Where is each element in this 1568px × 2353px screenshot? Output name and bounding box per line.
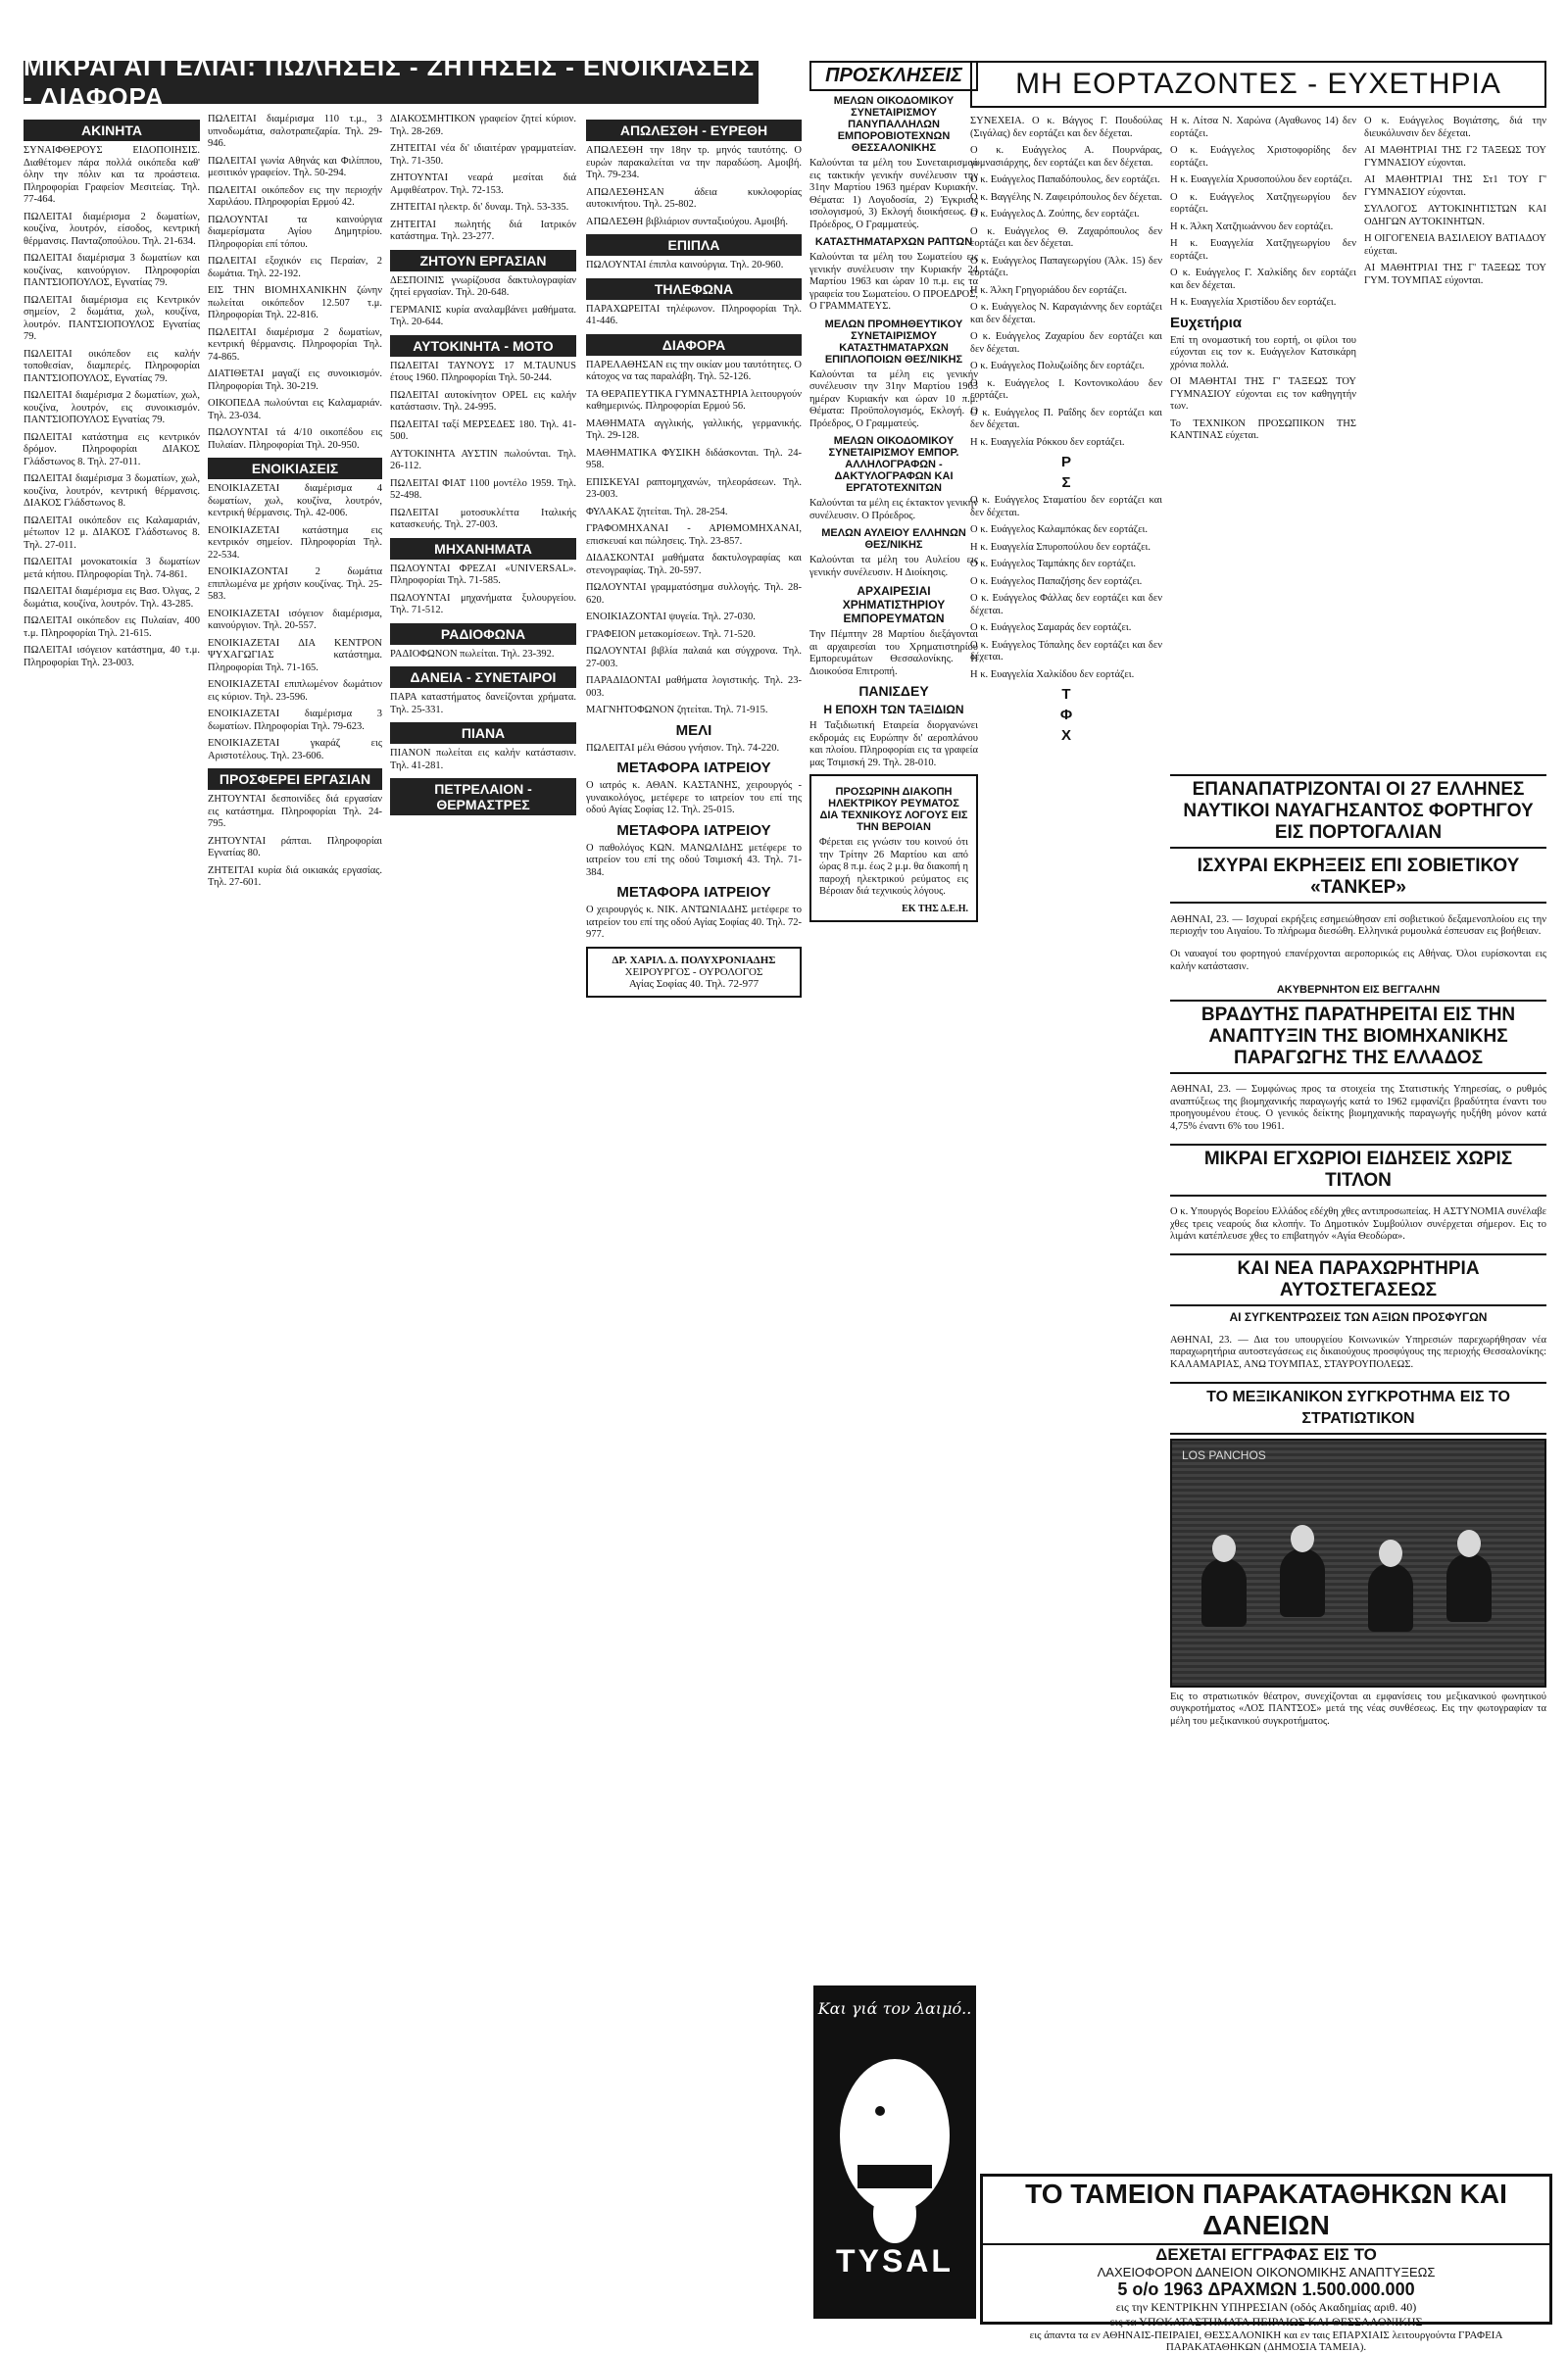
ad-list bbox=[390, 275, 576, 329]
elections-body: Την Πέμπτην 28 Μαρτίου διεξάγονται αι αρχαιρεσίαι του Χρηματιστηρίου Εμπορευμάτων Θεσσαλονίκης. Η Διοικούσα Επιτροπή. bbox=[809, 629, 978, 677]
column-misc bbox=[586, 114, 802, 2319]
section-tag-real-estate: ΑΚΙΝΗΤΑ bbox=[24, 120, 200, 141]
list-item: Η κ. Ευαγγελία Ρόκκου δεν εορτάζει. bbox=[970, 436, 1125, 448]
mexican-group-headline: ΤΟ ΜΕΞΙΚΑΝΙΚΟΝ ΣΥΓΚΡΟΤΗΜΑ ΕΙΣ ΤΟ ΣΤΡΑΤΙΩΤΙΚΟΝ bbox=[1170, 1382, 1546, 1435]
invitation-body: Καλούνται τα μέλη εις γενικήν συνέλευσιν την 31ην Μαρτίου 1963 ημέραν Κυριακήν και ώραν 10 π.μ. Θέματα: Προϋπολογισμός, Εκλογή. Ο Πρόεδρος, Ο Γραμματεύς. bbox=[809, 368, 978, 429]
list-item: ΠΩΛΕΙΤΑΙ μονοκατοικία 3 δωματίων μετά κήπου. Πληροφορίαι Τηλ. 74-861. bbox=[24, 557, 200, 580]
section-tag-machinery: ΜΗΧΑΝΗΜΑΤΑ bbox=[390, 538, 576, 560]
greetings-title bbox=[970, 61, 1546, 108]
list-item: ΜΑΘΗΜΑΤΑ αγγλικής, γαλλικής, γερμανικής. Τηλ. 29-128. bbox=[586, 417, 802, 441]
tysal-slogan: Και γιά τον λαιμό.. bbox=[817, 1999, 972, 2018]
performer-figure bbox=[1368, 1563, 1413, 1632]
tysal-advertisement bbox=[813, 1985, 976, 2319]
list-item: ΠΩΛΕΙΤΑΙ διαμέρισμα 110 τ.μ., 3 υπνοδωμάτια, σαλοτραπεζαρία. Τηλ. 29-946. bbox=[208, 114, 382, 149]
list-item: ΓΕΡΜΑΝΙΣ κυρία αναλαμβάνει μαθήματα. Τηλ. 20-644. bbox=[390, 304, 576, 327]
invitation-body: Καλούνται τα μέλη του Σωματείου εις γενικήν συνέλευσιν την Κυριακήν 24 Μαρτίου 1963 και ώραν 10 π.μ. εις τα γραφεία του Σωματείου. Ο ΠΡΟΕΔΡΟΣ, Ο ΓΡΑΜΜΑΤΕΥΣ. bbox=[809, 252, 978, 312]
list-item: ΕΝΟΙΚΙΑΖΕΤΑΙ κατάστημα εις κεντρικόν σημείον. Πληροφορίαι Τηλ. 22-534. bbox=[208, 524, 382, 561]
letter-heading: Σ bbox=[1061, 474, 1071, 491]
list-item: Η κ. Ευαγγελία Χατζηγεωργίου δεν εορτάζει. bbox=[1170, 238, 1356, 262]
list-item: Ο κ. Ευάγγελος Ταμπάκης δεν εορτάζει. bbox=[970, 559, 1137, 569]
classifieds-banner bbox=[24, 52, 759, 112]
list-item: Ο κ. Ευάγγελος Φάλλας δεν εορτάζει και δεν δέχεται. bbox=[970, 593, 1162, 616]
list-item: ΠΩΛΕΙΤΑΙ οικόπεδον εις Καλαμαριάν, μέτωπον 12 μ. ΔΙΑΚΟΣ Γλάδστωνος 8. Τηλ. 27-011. bbox=[24, 515, 200, 551]
tameio-title: ΤΟ ΤΑΜΕΙΟΝ ΠΑΡΑΚΑΤΑΘΗΚΩΝ ΚΑΙ ΔΑΝΕΙΩΝ bbox=[983, 2177, 1549, 2245]
list-item: ΔΙΔΑΣΚΟΝΤΑΙ μαθήματα δακτυλογραφίας και στενογραφίας. Τηλ. 20-597. bbox=[586, 553, 802, 576]
ad-list bbox=[586, 145, 802, 228]
section-tag-furniture: ΕΠΙΠΛΑ bbox=[586, 234, 802, 256]
list-item: ΠΩΛΕΙΤΑΙ διαμέρισμα εις Βασ. Όλγας, 2 δωμάτια, κουζίνα, λουτρόν. Τηλ. 43-285. bbox=[24, 586, 200, 610]
list-item: Ο κ. Ευάγγελος Δ. Ζούπης, δεν εορτάζει. bbox=[970, 209, 1140, 220]
tysal-scarf-shape bbox=[858, 2165, 932, 2188]
column-invitations bbox=[809, 61, 978, 1972]
invitation-heading: ΚΑΤΑΣΤΗΜΑΤΑΡΧΩΝ ΡΑΠΤΩΝ bbox=[814, 236, 973, 248]
industry-article-body: ΑΘΗΝΑΙ, 23. — Συμφώνως προς τα στοιχεία της Στατιστικής Υπηρεσίας, ο ρυθμός αναπτύξεως της βιομηχανικής παραγωγής κατά το 1962 εμφανίζει βραδύτητα έναντι του προηγουμένου έτους. Ο γενικός δείκτης βιομηχανικής παραγωγής ηυξήθη μόνον κατά 4,75% έναντι 6% του 1961. bbox=[1170, 1084, 1546, 1132]
doctor-card-address: Αγίας Σοφίας 40. Τηλ. 72-977 bbox=[628, 977, 760, 990]
section-tag-cars: ΑΥΤΟΚΙΝΗΤΑ - ΜΟΤΟ bbox=[390, 335, 576, 357]
list-item: Ο κ. Ευάγγελος Σαμαράς δεν εορτάζει. bbox=[970, 622, 1132, 633]
ad-list bbox=[208, 114, 382, 280]
list-item: Η κ. Άλκη Χατζηιωάννου δεν εορτάζει. bbox=[1170, 221, 1334, 232]
performer-figure bbox=[1280, 1548, 1325, 1617]
invitation-heading: ΜΕΛΩΝ ΟΙΚΟΔΟΜΙΚΟΥ ΣΥΝΕΤΑΙΡΙΣΜΟΥ ΕΜΠΟΡ. ΑΛΛΗΛΟΓΡΑΦΩΝ - ΔΑΚΤΥΛΟΓΡΑΦΩΝ ΚΑΙ ΕΡΓΑΤΟΤΕΧΝΙΤΩΝ bbox=[828, 435, 959, 494]
sailors-headline: ΕΠΑΝΑΠΑΤΡΙΖΟΝΤΑΙ ΟΙ 27 ΕΛΛΗΝΕΣ ΝΑΥΤΙΚΟΙ ΝΑΥΑΓΗΣΑΝΤΟΣ ΦΟΡΤΗΓΟΥ ΕΙΣ ΠΟΡΤΟΓΑΛΙΑΝ bbox=[1170, 774, 1546, 849]
letter-heading: Χ bbox=[1060, 727, 1071, 744]
permits-subheadline: ΑΙ ΣΥΓΚΕΝΤΡΩΣΕΙΣ ΤΩΝ ΑΞΙΩΝ ΠΡΟΣΦΥΓΩΝ bbox=[1229, 1310, 1488, 1324]
list-item: ΠΩΛΕΙΤΑΙ διαμέρισμα 2 δωματίων, κουζίνα, λουτρόν, είσοδος, κεντρική θέρμανσις. Πανταζοπούλου. Τηλ. 21-634. bbox=[24, 211, 200, 247]
ad-list bbox=[390, 361, 576, 532]
ad-item: ΠΑΡΑΧΩΡΕΙΤΑΙ τηλέφωνον. Πληροφορίαι Τηλ. 41-446. bbox=[586, 303, 802, 326]
travel-subtitle: Η ΕΠΟΧΗ ΤΩΝ ΤΑΞΙΔΙΩΝ bbox=[823, 703, 964, 716]
list-item: ΜΑΘΗΜΑΤΙΚΑ ΦΥΣΙΚΗ διδάσκονται. Τηλ. 24-958. bbox=[586, 447, 802, 470]
list-item: ΠΩΛΕΙΤΑΙ οικόπεδον εις Πυλαίαν, 400 τ.μ. Πληροφορίαι Τηλ. 21-615. bbox=[24, 615, 200, 639]
list-item: Ο κ. Ευάγγελος Παπαγεωργίου (Άλκ. 15) δεν εορτάζει. bbox=[970, 255, 1162, 278]
list-item: ΠΩΛΕΙΤΑΙ κατάστημα εις κεντρικόν δρόμον. Πληροφορίαι ΔΙΑΚΟΣ Γλάδστωνος 8. Τηλ. 27-011. bbox=[24, 431, 200, 467]
section-tag-piano: ΠΙΑΝΑ bbox=[390, 722, 576, 744]
list-item: Ο κ. Ευάγγελος Ζαχαρίου δεν εορτάζει και δεν δέχεται. bbox=[970, 331, 1162, 355]
permits-headline: ΚΑΙ ΝΕΑ ΠΑΡΑΧΩΡΗΤΗΡΙΑ ΑΥΤΟΣΤΕΓΑΣΕΩΣ bbox=[1170, 1253, 1546, 1306]
list-item: ΣΥΝΕΧΕΙΑ. Ο κ. Βάγγος Γ. Πουδούλας (Σιγάλας) δεν εορτάζει και δεν δέχεται. bbox=[970, 116, 1162, 139]
list-item: Η κ. Λίτσα Ν. Χαρώνα (Αγαθωνος 14) δεν εορτάζει. bbox=[1170, 116, 1356, 139]
greeting-list bbox=[970, 116, 1162, 449]
list-item: Ο κ. Ευάγγελος Π. Ραΐδης δεν εορτάζει και δεν δέχεται. bbox=[970, 407, 1162, 430]
list-item: Η κ. Ευαγγελία Χρυσοπούλου δεν εορτάζει. bbox=[1170, 174, 1352, 185]
list-item: Η κ. Ευαγγελία Χριστίδου δεν εορτάζει. bbox=[1170, 297, 1337, 308]
section-tag-doctor-move: ΜΕΤΑΦΟΡΑ ΙΑΤΡΕΙΟΥ bbox=[616, 884, 771, 901]
list-item: ΠΩΛΟΥΝΤΑΙ βιβλία παλαιά και σύγχρονα. Τηλ. 27-003. bbox=[586, 646, 802, 669]
list-item: ΠΩΛΕΙΤΑΙ διαμέρισμα 3 δωματίων, χωλ, κουζίνα, λουτρόν, κεντρική θέρμανσις. ΔΙΑΚΟΣ Γλάδστωνος 8. bbox=[24, 473, 200, 509]
column-greetings-3 bbox=[1364, 116, 1546, 762]
tanker-article-body: ΑΘΗΝΑΙ, 23. — Ισχυραί εκρήξεις εσημειώθησαν επί σοβιετικού δεξαμενοπλοίου εις την περιοχήν του Αιγαίου. Το πλήρωμα διεσώθη. Ελληνικά ρυμουλκά έσπευσαν εις βοήθειαν. bbox=[1170, 913, 1546, 937]
list-item: Ο κ. Ευάγγελος Πολυζωίδης δεν εορτάζει. bbox=[970, 361, 1145, 371]
power-interruption-body: Φέρεται εις γνώσιν του κοινού ότι την Τρίτην 26 Μαρτίου και από ώρας 8 π.μ. έως 2 μ.μ. θα διακοπή η παροχή ηλεκτρικού ρεύματος εις Βέροιαν διά τεχνικούς λόγους. bbox=[819, 837, 968, 897]
section-tag-rentals: ΕΝΟΙΚΙΑΣΕΙΣ bbox=[208, 458, 382, 479]
power-interruption-title: ΠΡΟΣΩΡΙΝΗ ΔΙΑΚΟΠΗ ΗΛΕΚΤΡΙΚΟΥ ΡΕΥΜΑΤΟΣ ΔΙΑ ΤΕΧΝΙΚΟΥΣ ΛΟΓΟΥΣ ΕΙΣ ΤΗΝ ΒΕΡΟΙΑΝ bbox=[819, 786, 968, 833]
list-item: Ο κ. Ευάγγελος Τόπαλης δεν εορτάζει και δεν δέχεται. bbox=[970, 639, 1162, 662]
section-tag-loans: ΔΑΝΕΙΑ - ΣΥΝΕΤΑΙΡΟΙ bbox=[390, 666, 576, 688]
list-item: Ο κ. Ευάγγελος Καλαμπόκας δεν εορτάζει. bbox=[970, 524, 1149, 535]
section-tag-misc: ΔΙΑΦΟΡΑ bbox=[586, 334, 802, 356]
list-item: ΕΝΟΙΚΙΑΖΕΤΑΙ γκαράζ εις Αριστοτέλους. Τηλ. 23-606. bbox=[208, 738, 382, 761]
list-item: ΓΡΑΦΕΙΟΝ μετακομίσεων. Τηλ. 71-520. bbox=[586, 628, 757, 640]
list-item: ΠΩΛΕΙΤΑΙ μοτοσυκλέττα Ιταλικής κατασκευής. Τηλ. 27-003. bbox=[390, 507, 576, 530]
greetings-title-text: ΜΗ ΕΟΡΤΑΖΟΝΤΕΣ - ΕΥΧΕΤΗΡΙΑ bbox=[1015, 68, 1501, 100]
invitation-body: Καλούνται τα μέλη του Συνεταιρισμού εις τακτικήν γενικήν συνέλευσιν την 31ην Μαρτίου 1963 ημέραν Κυριακήν. Θέματα: 1) Λογοδοσία, 2) Έγκρισις ισολογισμού, 3) Εκλογή διοικήσεως. Ο Πρόεδρος, Ο Γραμματεύς. bbox=[809, 158, 978, 230]
invitation-heading: ΜΕΛΩΝ ΑΥΛΕΙΟΥ ΕΛΛΗΝΩΝ ΘΕΣ/ΝΙΚΗΣ bbox=[821, 527, 966, 551]
mexican-group-caption: Εις το στρατιωτικόν θέατρον, συνεχίζονται αι εμφανίσεις του μεξικανικού φωνητικού συγκροτήματος «ΛΟΣ ΠΑΝΤΣΟΣ» μετά της νέας συνθέσεως. Εις την φωτογραφίαν τα μέλη του μεξικανικού συγκροτήματος. bbox=[1170, 1691, 1546, 1727]
letter-heading: Τ bbox=[1061, 686, 1071, 703]
column-greetings-2 bbox=[1170, 116, 1356, 762]
travel-body: Η Ταξιδιωτική Εταιρεία διοργανώνει εκδρομάς εις Ευρώπην δι' αεροπλάνου και πλοίου. Πληροφορίαι εις τα γραφεία μας Τσιμισκή 29. Τηλ. 28-010. bbox=[809, 720, 978, 768]
tanker-headline: ΙΣΧΥΡΑΙ ΕΚΡΗΞΕΙΣ ΕΠΙ ΣΟΒΙΕΤΙΚΟΥ «ΤΑΝΚΕΡ» bbox=[1170, 853, 1546, 904]
list-item: ΟΙ ΜΑΘΗΤΑΙ ΤΗΣ Γ' ΤΑΞΕΩΣ ΤΟΥ ΓΥΜΝΑΣΙΟΥ εύχονται εις τον καθηγητήν των. bbox=[1170, 376, 1356, 412]
tysal-eye-shape bbox=[875, 2106, 885, 2116]
list-item: Η κ. Ευαγγελία Χαλκίδου δεν εορτάζει. bbox=[970, 668, 1135, 680]
travel-title: ΠΑΝΙΣΔΕΥ bbox=[858, 683, 929, 699]
ad-item: ΠΩΛΟΥΝΤΑΙ έπιπλα καινούργια. Τηλ. 20-960. bbox=[586, 260, 784, 270]
ad-list bbox=[586, 360, 802, 717]
list-item: ΕΝΟΙΚΙΑΖΟΝΤΑΙ 2 δωμάτια επιπλωμένα με χρήσιν κουζίνας. Τηλ. 25-583. bbox=[208, 566, 382, 602]
list-item: ΔΙΑΚΟΣΜΗΤΙΚΟΝ γραφείον ζητεί κύριον. Τηλ. 28-269. bbox=[390, 114, 576, 137]
list-item: ΜΑΓΝΗΤΟΦΩΝΟΝ ζητείται. Τηλ. 71-915. bbox=[586, 705, 768, 715]
column-greetings-1 bbox=[970, 116, 1162, 1899]
tameio-line: εις τα ΥΠΟΚΑΤΑΣΤΗΜΑΤΑ ΠΕΙΡΑΙΩΣ ΚΑΙ ΘΕΣΣΑΛΟΝΙΚΗΣ bbox=[1109, 2315, 1423, 2328]
tameio-line: ΔΕΧΕΤΑΙ ΕΓΓΡΑΦΑΣ ΕΙΣ ΤΟ bbox=[1155, 2245, 1377, 2264]
ad-list bbox=[208, 285, 382, 452]
list-item: ΕΙΣ ΤΗΝ ΒΙΟΜΗΧΑΝΙΚΗΝ ζώνην πωλείται οικόπεδον 12.507 τ.μ. Πληροφορίαι Τηλ. 22-816. bbox=[208, 285, 382, 320]
invitation-body: Καλούνται τα μέλη του Αυλείου εις γενικήν συνέλευσιν. Η Διοίκησις. bbox=[809, 555, 978, 578]
invitation-heading: ΜΕΛΩΝ ΠΡΟΜΗΘΕΥΤΙΚΟΥ ΣΥΝΕΤΑΙΡΙΣΜΟΥ ΚΑΤΑΣΤΗΜΑΤΑΡΧΩΝ ΕΠΙΠΛΟΠΟΙΩΝ ΘΕΣ/ΝΙΚΗΣ bbox=[824, 318, 963, 366]
section-tag-honey: ΜΕΛΙ bbox=[675, 721, 712, 739]
list-item: Ο κ. Ευάγγελος Ι. Κοντονικολάου δεν εορτάζει. bbox=[970, 377, 1162, 401]
doctor-card bbox=[586, 947, 802, 998]
ad-list bbox=[24, 145, 200, 669]
section-tag-lost-found: ΑΠΩΛΕΣΘΗ - ΕΥΡΕΘΗ bbox=[586, 120, 802, 141]
list-item: ΔΙΑΤΙΘΕΤΑΙ μαγαζί εις συνοικισμόν. Πληροφορίαι Τηλ. 30-219. bbox=[208, 368, 382, 392]
list-item: ΠΩΛΕΙΤΑΙ ταξί ΜΕΡΣΕΔΕΣ 180. Τηλ. 41-500. bbox=[390, 418, 576, 442]
list-item: Ο κ. Βαγγέλης Ν. Ζαφειρόπουλος δεν δέχεται. bbox=[970, 191, 1162, 203]
list-item: Ο κ. Ευάγγελος Θ. Ζαχαρόπουλος δεν εορτάζει και δεν δέχεται. bbox=[970, 225, 1162, 249]
tameio-line: εις άπαντα τα εν ΑΘΗΝΑΙΣ-ΠΕΙΡΑΙΕΙ, ΘΕΣΣΑΛΟΝΙΚΗ και εν ταις ΕΠΑΡΧΙΑΙΣ λειτουργούντα ΓΡΑΦΕΙΑ ΠΑΡΑΚΑΤΑΘΗΚΩΝ (ΔΗΜΟΣΙΑ ΤΑΜΕΙΑ). bbox=[1029, 2329, 1503, 2353]
section-tag-work-offered: ΠΡΟΣΦΕΡΕΙ ΕΡΓΑΣΙΑΝ bbox=[208, 768, 382, 790]
greeting-list bbox=[1170, 335, 1356, 443]
news-headline: ΜΙΚΡΑΙ ΕΓΧΩΡΙΟΙ ΕΙΔΗΣΕΙΣ ΧΩΡΙΣ ΤΙΤΛΟΝ bbox=[1170, 1144, 1546, 1197]
letter-heading: Ρ bbox=[1060, 454, 1071, 470]
tysal-neck-shape bbox=[873, 2184, 916, 2243]
ad-item: ΠΩΛΕΙΤΑΙ μέλι Θάσου γνήσιον. Τηλ. 74-220. bbox=[586, 742, 780, 754]
list-item: Το ΤΕΧΝΙΚΟΝ ΠΡΟΣΩΠΙΚΟΝ ΤΗΣ ΚΑΝΤΙΝΑΣ εύχεται. bbox=[1170, 417, 1356, 441]
list-item: ΠΩΛΟΥΝΤΑΙ μηχανήματα ξυλουργείου. Τηλ. 71-512. bbox=[390, 592, 576, 615]
list-item: ΖΗΤΕΙΤΑΙ κυρία διά οικιακάς εργασίας. Τηλ. 27-601. bbox=[208, 864, 382, 888]
column-real-estate bbox=[24, 114, 200, 2319]
elections-title: ΑΡΧΑΙΡΕΣΙΑΙ ΧΡΗΜΑΤΙΣΤΗΡΙΟΥ ΕΜΠΟΡΕΥΜΑΤΩΝ bbox=[842, 584, 946, 625]
section-tag-radio: ΡΑΔΙΟΦΩΝΑ bbox=[390, 623, 576, 645]
list-item: Η κ. Άλκη Γρηγοριάδου δεν εορτάζει. bbox=[970, 284, 1127, 296]
invitation-list bbox=[809, 95, 978, 579]
list-item: ΠΩΛΟΥΝΤΑΙ ΦΡΕΖΑΙ «UNIVERSAL». Πληροφορίαι Τηλ. 71-585. bbox=[390, 563, 576, 586]
list-item: ΑΠΩΛΕΣΘΗΣΑΝ άδεια κυκλοφορίας αυτοκινήτου. Τηλ. 25-802. bbox=[586, 186, 802, 210]
list-item: Ο κ. Ευάγγελος Α. Πουρνάρας, γυμνασιάρχης, δεν εορτάζει και δεν δέχεται. bbox=[970, 145, 1162, 169]
list-item: ΑΠΩΛΕΣΘΗ βιβλιάριον συνταξιούχου. Αμοιβή. bbox=[586, 216, 788, 227]
list-item: ΠΩΛΕΙΤΑΙ οικόπεδον εις την περιοχήν Χαριλάου. Πληροφορίαι Ερμού 42. bbox=[208, 184, 382, 208]
tameio-line: 5 o/o 1963 ΔΡΑΧΜΩΝ 1.500.000.000 bbox=[1117, 2279, 1415, 2299]
list-item: ΠΩΛΟΥΝΤΑΙ τα καινούργια διαμερίσματα Αγίου Δημητρίου. Πληροφορίαι επί τόπου. bbox=[208, 214, 382, 250]
list-item: ΕΝΟΙΚΙΑΖΕΤΑΙ διαμέρισμα 3 δωματίων. Πληροφορίαι Τηλ. 79-623. bbox=[208, 709, 382, 732]
tysal-illustration bbox=[813, 2018, 976, 2243]
letter-heading: Φ bbox=[1059, 707, 1073, 723]
list-item: Η κ. Ευαγγελία Σπυροπούλου δεν εορτάζει. bbox=[970, 541, 1151, 553]
list-item: ΠΩΛΕΙΤΑΙ ΤΑΥΝΟΥΣ 17 M.TAUNUS έτους 1960. Πληροφορίαι Τηλ. 50-244. bbox=[390, 360, 576, 383]
list-item: ΕΝΟΙΚΙΑΖΕΤΑΙ ΔΙΑ ΚΕΝΤΡΟΝ ΨΥΧΑΓΩΓΙΑΣ κατάστημα. Πληροφορίαι Τηλ. 71-165. bbox=[208, 637, 382, 673]
column-sales-rentals bbox=[208, 114, 382, 2319]
list-item: ΕΝΟΙΚΙΑΖΟΝΤΑΙ ψυγεία. Τηλ. 27-030. bbox=[586, 612, 756, 622]
list-item: ΠΩΛΕΙΤΑΙ ισόγειον κατάστημα, 40 τ.μ. Πληροφορίαι Τηλ. 23-003. bbox=[24, 645, 200, 668]
list-item: ΠΩΛΟΥΝΤΑΙ τά 4/10 οικοπέδου εις Πυλαίαν. Πληροφορίαι Τηλ. 20-950. bbox=[208, 427, 382, 451]
list-item: ΠΩΛΕΙΤΑΙ διαμέρισμα 2 δωματίων, χωλ, κουζίνα, λουτρόν, εις συνοικισμόν. ΠΑΝΤΣΙΟΠΟΥΛΟΣ Εγνατίας 79. bbox=[24, 390, 200, 425]
list-item: ΖΗΤΟΥΝΤΑΙ δεσποινίδες διά εργασίαν εις κατάστημα. Πληροφορίαι Τηλ. 24-795. bbox=[208, 794, 382, 829]
list-item: ΠΩΛΕΙΤΑΙ οικόπεδον εις καλήν τοποθεσίαν, διαμπερές. Πληροφορίαι ΠΑΝΤΣΙΟΠΟΥΛΟΣ, Εγνατίας 79. bbox=[24, 348, 200, 384]
list-item: ΖΗΤΕΙΤΑΙ νέα δι' ιδιαιτέραν γραμματείαν. Τηλ. 71-350. bbox=[390, 143, 576, 167]
ad-list bbox=[208, 483, 382, 762]
industry-headline: ΒΡΑΔΥΤΗΣ ΠΑΡΑΤΗΡΕΙΤΑΙ ΕΙΣ ΤΗΝ ΑΝΑΠΤΥΞΙΝ ΤΗΣ ΒΙΟΜΗΧΑΝΙΚΗΣ ΠΑΡΑΓΩΓΗΣ ΤΗΣ ΕΛΛΑΔΟΣ bbox=[1170, 1000, 1546, 1074]
performer-face bbox=[1457, 1530, 1481, 1557]
ad-item: Ο χειρουργός κ. ΝΙΚ. ΑΝΤΩΝΙΑΔΗΣ μετέφερε το ιατρείον του επί της οδού Αγίας Σοφίας 40. Τηλ. 72-977. bbox=[586, 905, 802, 940]
list-item: ΑΠΩΛΕΣΘΗ την 18ην τρ. μηνός ταυτότης. Ο ευρών παρακαλείται να την παραδώση. Αμοιβή. Τηλ. 79-234. bbox=[586, 145, 802, 180]
list-item: ΠΑΡΑΔΙΔΟΝΤΑΙ μαθήματα λογιστικής. Τηλ. 23-003. bbox=[586, 675, 802, 699]
list-item: ΕΝΟΙΚΙΑΖΕΤΑΙ διαμέρισμα 4 δωματίων, χωλ, κουζίνα, λουτρόν, κεντρική θέρμανσις. Τηλ. 42-006. bbox=[208, 483, 382, 518]
list-item: ΠΩΛΕΙΤΑΙ ΦΙΑΤ 1100 μοντέλο 1959. Τηλ. 52-498. bbox=[390, 477, 576, 501]
ad-item: Ο παθολόγος ΚΩΝ. ΜΑΝΩΛΙΔΗΣ μετέφερε το ιατρείον του επί της οδού Τσιμισκή 43. Τηλ. 71-384. bbox=[586, 842, 802, 878]
list-item: ΠΑΡΕΛΑΘΗΣΑΝ εις την οικίαν μου ταυτότητες. Ο κάτοχος να τας παραλάβη. Τηλ. 52-126. bbox=[586, 359, 802, 382]
list-item: ΠΩΛΕΙΤΑΙ διαμέρισμα 3 δωματίων και κουζίνας, καινούργιον. Πληροφορίαι ΠΑΝΤΣΙΟΠΟΥΛΟΣ, Εγνατίας 79. bbox=[24, 253, 200, 288]
list-item: Ο κ. Ευάγγελος Παπαζήσης δεν εορτάζει. bbox=[970, 575, 1143, 587]
list-item: Ο κ. Ευάγγελος Χριστοφορίδης δεν εορτάζει. bbox=[1170, 145, 1356, 169]
section-tag-seek-work: ΖΗΤΟΥΝ ΕΡΓΑΣΙΑΝ bbox=[390, 250, 576, 271]
column-jobs-cars bbox=[390, 114, 576, 2319]
ad-list bbox=[208, 794, 382, 890]
section-tag-fuel: ΠΕΤΡΕΛΑΙΟΝ - ΘΕΡΜΑΣΤΡΕΣ bbox=[390, 778, 576, 815]
power-interruption-box bbox=[809, 774, 978, 922]
list-item: ΟΙΚΟΠΕΔΑ πωλούνται εις Καλαμαριάν. Τηλ. 23-034. bbox=[208, 398, 382, 421]
news-article-body: Ο κ. Υπουργός Βορείου Ελλάδος εδέχθη χθες αντιπροσωπείας. Η ΑΣΤΥΝΟΜΙΑ συνέλαβε χθες τρεις νεαρούς δια κλοπήν. Το Δημοτικόν Συμβούλιον συνέρχεται σήμερον. Εις το λιμάνι κατέπλευσε χθες το επιβατηγόν «Αγία Θεοδώρα». bbox=[1170, 1206, 1546, 1242]
list-item: ΖΗΤΕΙΤΑΙ ηλεκτρ. δι' δυναμ. Τηλ. 53-335. bbox=[390, 202, 569, 213]
invitations-title-text: ΠΡΟΣΚΛΗΣΕΙΣ bbox=[825, 65, 962, 86]
ad-list bbox=[390, 114, 576, 244]
list-item: ΠΩΛΕΙΤΑΙ γωνία Αθηνάς και Φιλίππου, μεσιτικόν γραφείον. Τηλ. 50-294. bbox=[208, 155, 382, 178]
invitation-heading: ΜΕΛΩΝ ΟΙΚΟΔΟΜΙΚΟΥ ΣΥΝΕΤΑΙΡΙΣΜΟΥ ΠΑΝΥΠΑΛΛΗΛΩΝ ΕΜΠΟΡΟΒΙΟΤΕΧΝΩΝ ΘΕΣΣΑΛΟΝΙΚΗΣ bbox=[833, 95, 955, 154]
power-interruption-sign: ΕΚ ΤΗΣ Δ.Ε.Η. bbox=[902, 903, 968, 914]
performer-face bbox=[1212, 1535, 1236, 1562]
doctor-card-name: ΔΡ. ΧΑΡΙΛ. Δ. ΠΟΛΥΧΡΟΝΙΑΔΗΣ bbox=[612, 954, 776, 966]
ad-item: ΠΑΡΑ καταστήματος δανείζονται χρήματα. Τηλ. 25-331. bbox=[390, 692, 576, 715]
list-item: ΠΩΛΕΙΤΑΙ αυτοκίνητον OPEL εις καλήν κατάστασιν. Τηλ. 24-995. bbox=[390, 389, 576, 413]
list-item: ΑΥΤΟΚΙΝΗΤΑ ΑΥΣΤΙΝ πωλούνται. Τηλ. 26-112. bbox=[390, 448, 576, 471]
ad-item: Ο ιατρός κ. ΑΘΑΝ. ΚΑΣΤΑΝΗΣ, χειρουργός - γυναικολόγος, μετέφερε το ιατρείον του επί της οδού Αγίας Σοφίας 12. Τηλ. 25-015. bbox=[586, 780, 802, 815]
section-tag-doctor-move: ΜΕΤΑΦΟΡΑ ΙΑΤΡΕΙΟΥ bbox=[616, 760, 771, 776]
performer-face bbox=[1291, 1525, 1314, 1552]
list-item: ΠΩΛΕΙΤΑΙ διαμέρισμα εις Κεντρικόν σημείον, 2 δωμάτια, χωλ, κουζίνα, λουτρόν. ΠΑΝΤΣΙΟΠΟΥΛΟΣ Εγνατίας 79. bbox=[24, 294, 200, 342]
mexican-group-photo bbox=[1170, 1439, 1546, 1688]
list-item: ΠΩΛΟΥΝΤΑΙ γραμματόσημα συλλογής. Τηλ. 28-620. bbox=[586, 582, 802, 606]
list-item: ΠΩΛΕΙΤΑΙ διαμέρισμα 2 δωματίων, κεντρική θέρμανσις. Πληροφορίαι Τηλ. 74-865. bbox=[208, 326, 382, 363]
list-item: Ο κ. Ευάγγελος Γ. Χαλκίδης δεν εορτάζει και δεν δέχεται. bbox=[1170, 268, 1356, 291]
list-item: ΑΙ ΜΑΘΗΤΡΙΑΙ ΤΗΣ Γ' ΤΑΞΕΩΣ ΤΟΥ ΓΥΜ. ΤΟΥΜΠΑΣ εύχονται. bbox=[1364, 263, 1546, 286]
performer-figure bbox=[1446, 1553, 1492, 1622]
list-item: Επί τη ονομαστική του εορτή, οι φίλοι του εύχονται εις τον κ. Ευάγγελον Κατσικάρη χρόνια πολλά. bbox=[1170, 334, 1356, 370]
list-item: ΖΗΤΕΙΤΑΙ πωλητής διά Ιατρικόν κατάστημα. Τηλ. 23-277. bbox=[390, 219, 576, 242]
tameio-advertisement bbox=[980, 2174, 1552, 2353]
list-item: ΑΙ ΜΑΘΗΤΡΙΑΙ ΤΗΣ Στ1 ΤΟΥ Γ' ΓΥΜΝΑΣΙΟΥ εύχονται. bbox=[1364, 174, 1546, 198]
list-item: Ο κ. Ευάγγελος Χατζηγεωργίου δεν εορτάζει. bbox=[1170, 191, 1356, 215]
list-item: ΣΥΝΑΙΦΘΕΡΟΥΣ ΕΙΔΟΠΟΙΗΣΙΣ. Διαθέτομεν πάρα πολλά οικόπεδα καθ' όλην την πόλιν και τα προάστεια. Πληροφορίαι Γραφείον Μεσιτείας. Τηλ. 77-464. bbox=[24, 145, 200, 205]
list-item: ΕΝΟΙΚΙΑΖΕΤΑΙ επιπλωμένον δωμάτιον εις κύριον. Τηλ. 23-596. bbox=[208, 679, 382, 703]
section-tag-doctor-move: ΜΕΤΑΦΟΡΑ ΙΑΤΡΕΙΟΥ bbox=[616, 821, 771, 839]
performer-figure bbox=[1201, 1558, 1247, 1627]
section-tag-telephones: ΤΗΛΕΦΩΝΑ bbox=[586, 278, 802, 300]
doctor-card-specialty: ΧΕΙΡΟΥΡΓΟΣ - ΟΥΡΟΛΟΓΟΣ bbox=[624, 965, 763, 978]
ad-item: ΡΑΔΙΟΦΩΝΟΝ πωλείται. Τηλ. 23-392. bbox=[390, 648, 555, 660]
list-item: ΖΗΤΟΥΝΤΑΙ νεαρά μεσίται διά Αμφιθέατρον. Τηλ. 72-153. bbox=[390, 172, 576, 196]
invitation-body: Καλούνται τα μέλη εις έκτακτον γενικήν συνέλευσιν. Ο Πρόεδρος. bbox=[809, 498, 978, 521]
greeting-list bbox=[970, 495, 1162, 681]
list-item: Ο κ. Ευάγγελος Ν. Καραγιάννης δεν εορτάζει και δεν δέχεται. bbox=[970, 302, 1162, 325]
photo-label: LOS PANCHOS bbox=[1182, 1447, 1266, 1462]
sailors-article-body: Οι ναυαγοί του φορτηγού επανέρχονται αεροπορικώς εις Αθήνας. Όλοι ευρίσκονται εις καλήν κατάστασιν. bbox=[1170, 949, 1546, 972]
greeting-list bbox=[1170, 116, 1356, 310]
tameio-line: ΛΑΧΕΙΟΦΟΡΟΝ ΔΑΝΕΙΟΝ ΟΙΚΟΝΟΜΙΚΗΣ ΑΝΑΠΤΥΞΕΩΣ bbox=[1097, 2265, 1436, 2279]
invitations-title bbox=[809, 61, 978, 91]
list-item: Η ΟΙΓΟΓΕΝΕΙΑ ΒΑΣΙΛΕΙΟΥ ΒΑΤΙΑΔΟΥ εύχεται. bbox=[1364, 233, 1546, 257]
list-item: ΠΩΛΕΙΤΑΙ εξοχικόν εις Περαίαν, 2 δωμάτια. Τηλ. 22-192. bbox=[208, 256, 382, 279]
list-item: Ο κ. Ευάγγελος Παπαδόπουλος, δεν εορτάζει. bbox=[970, 174, 1160, 185]
ad-item: ΠΙΑΝΟΝ πωλείται εις καλήν κατάστασιν. Τηλ. 41-281. bbox=[390, 748, 576, 771]
list-item: Ο κ. Ευάγγελος Βογιάτσης, διά την διευκόλυνσιν δεν δέχεται. bbox=[1364, 116, 1546, 139]
permits-article-body: ΑΘΗΝΑΙ, 23. — Δια του υπουργείου Κοινωνικών Υπηρεσιών παρεχωρήθησαν νέα παραχωρητήρια αυτοστεγάσεως εις δικαιούχους προσφύγους της περιοχής Θεσσαλονίκης: ΚΑΛΑΜΑΡΙΑΣ, ΑΝΩ ΤΟΥΜΠΑΣ, ΣΤΑΥΡΟΥΠΟΛΕΩΣ. bbox=[1170, 1334, 1546, 1370]
articles-area bbox=[1170, 770, 1546, 2162]
wishes-title: Ευχετήρια bbox=[1170, 314, 1243, 331]
list-item: ΕΠΙΣΚΕΥΑΙ ραπτομηχανών, τηλεοράσεων. Τηλ. 23-003. bbox=[586, 476, 802, 500]
tysal-brand: TYSAL bbox=[836, 2243, 954, 2279]
bulgarian-subhead: ΑΚΥΒΕΡΝΗΤΟΝ ΕΙΣ ΒΕΓΓΑΛΗΝ bbox=[1276, 983, 1441, 996]
list-item: Ο κ. Ευάγγελος Σταματίου δεν εορτάζει και δεν δέχεται. bbox=[970, 495, 1162, 518]
list-item: ΕΝΟΙΚΙΑΖΕΤΑΙ ισόγειον διαμέρισμα, καινούργιον. Τηλ. 20-557. bbox=[208, 608, 382, 631]
list-item: ΦΥΛΑΚΑΣ ζητείται. Τηλ. 28-254. bbox=[586, 506, 728, 517]
classifieds-banner-text: ΜΙΚΡΑΙ ΑΓΓΕΛΙΑΙ: ΠΩΛΗΣΕΙΣ - ΖΗΤΗΣΕΙΣ - ΕΝΟΙΚΙΑΣΕΙΣ - ΔΙΑΦΟΡΑ bbox=[24, 52, 756, 112]
list-item: ΣΥΛΛΟΓΟΣ ΑΥΤΟΚΙΝΗΤΙΣΤΩΝ ΚΑΙ ΟΔΗΓΩΝ ΑΥΤΟΚΙΝΗΤΩΝ. bbox=[1364, 204, 1546, 227]
tameio-line: εις την ΚΕΝΤΡΙΚΗΝ ΥΠΗΡΕΣΙΑΝ (οδός Ακαδημίας αριθ. 40) bbox=[1115, 2300, 1417, 2314]
performer-face bbox=[1379, 1540, 1402, 1567]
greeting-list bbox=[1364, 116, 1546, 287]
list-item: ΤΑ ΘΕΡΑΠΕΥΤΙΚΑ ΓΥΜΝΑΣΤΗΡΙΑ λειτουργούν καθημερινώς. Πληροφορίαι Ερμού 56. bbox=[586, 388, 802, 412]
list-item: ΓΡΑΦΟΜΗΧΑΝΑΙ - ΑΡΙΘΜΟΜΗΧΑΝΑΙ, επισκευαί και πώλησεις. Τηλ. 23-857. bbox=[586, 523, 802, 547]
list-item: ΖΗΤΟΥΝΤΑΙ ράπται. Πληροφορίαι Εγνατίας 80. bbox=[208, 835, 382, 858]
ad-list bbox=[390, 564, 576, 617]
list-item: ΔΕΣΠΟΙΝΙΣ γνωρίζουσα δακτυλογραφίαν ζητεί εργασίαν. Τηλ. 20-648. bbox=[390, 274, 576, 298]
list-item: ΑΙ ΜΑΘΗΤΡΙΑΙ ΤΗΣ Γ2 ΤΑΞΕΩΣ ΤΟΥ ΓΥΜΝΑΣΙΟΥ εύχονται. bbox=[1364, 145, 1546, 169]
